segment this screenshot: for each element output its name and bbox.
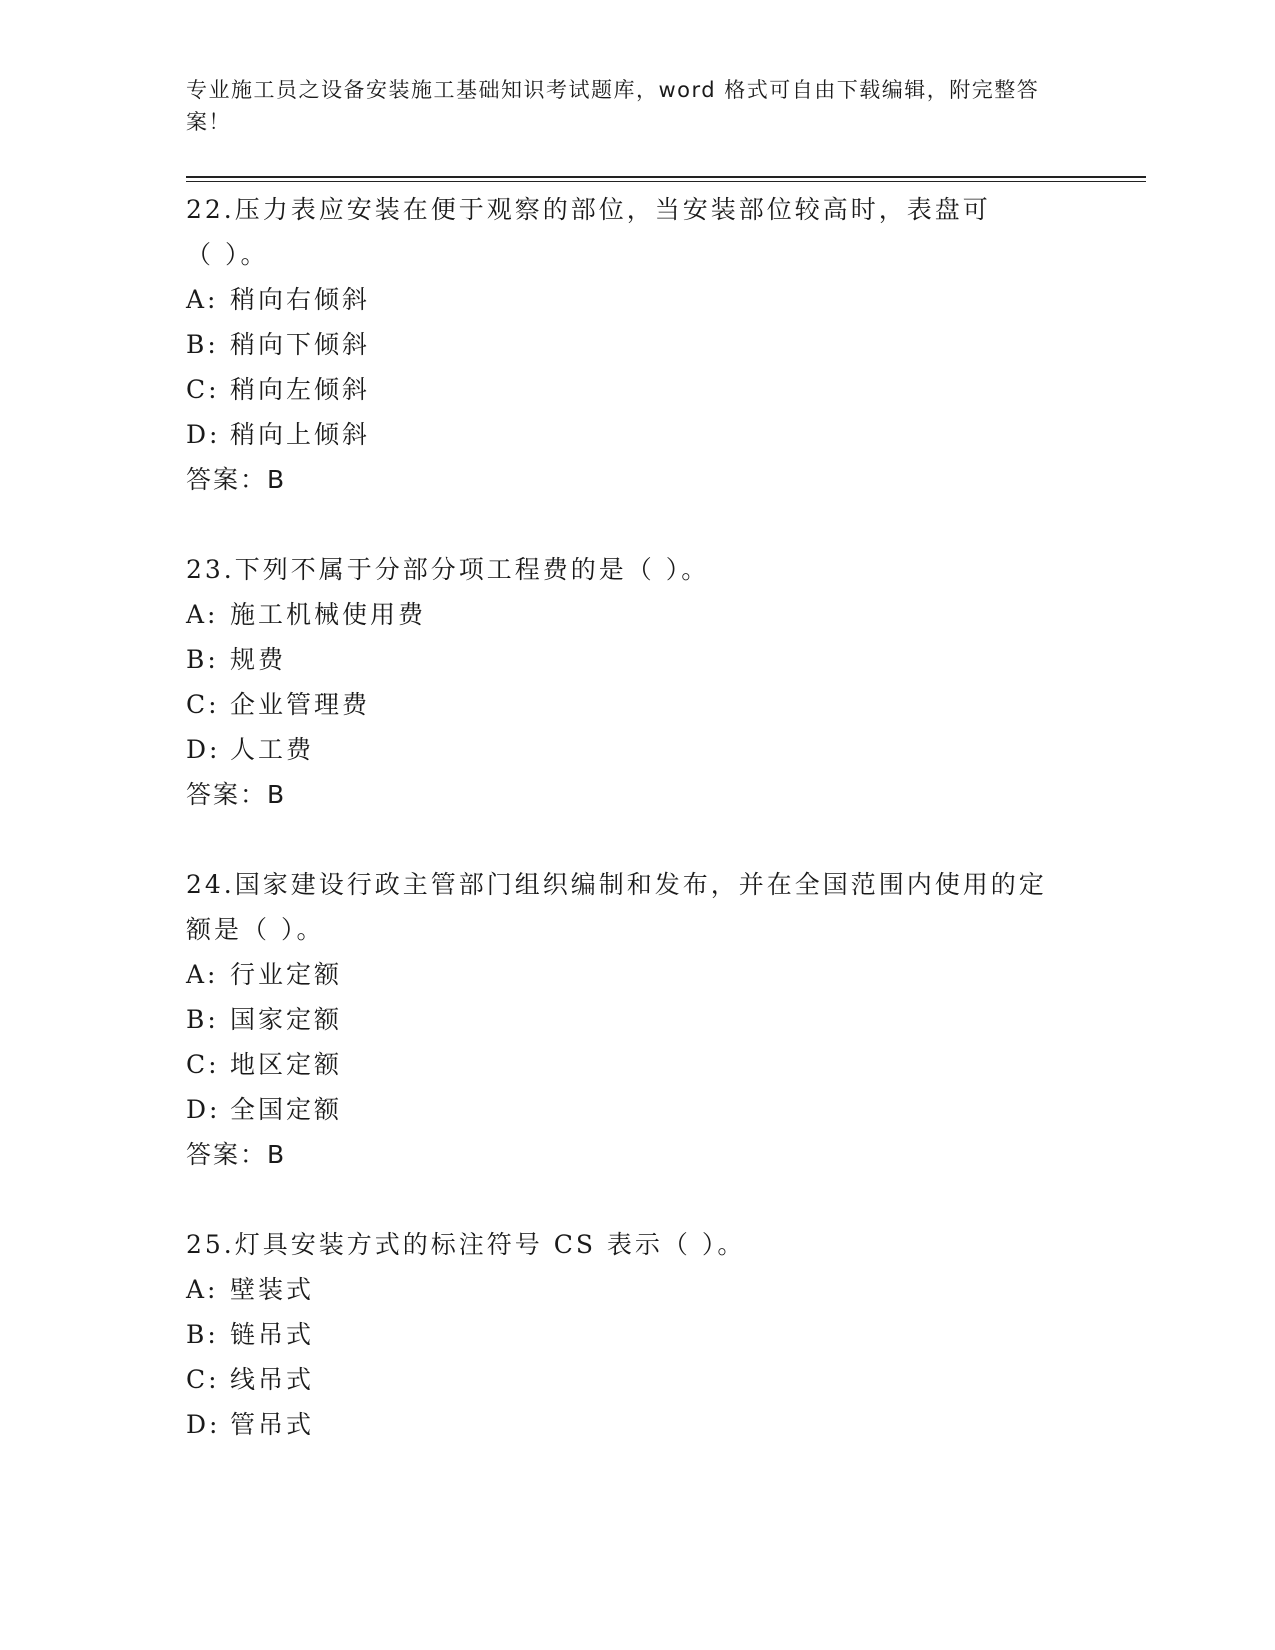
option-label: D:	[186, 735, 221, 764]
option-label: C:	[186, 690, 220, 719]
option-text: 稍向下倾斜	[230, 330, 371, 359]
option-label: B:	[186, 645, 219, 674]
option-text: 线吊式	[230, 1365, 315, 1394]
document-header: 专业施工员之设备安装施工基础知识考试题库，word 格式可自由下载编辑，附完整答案！	[186, 78, 1040, 134]
option-label: C:	[186, 375, 220, 404]
option-label: C:	[186, 1050, 220, 1079]
option-text: 地区定额	[230, 1050, 343, 1079]
option-label: A:	[186, 1275, 219, 1304]
question-24	[186, 862, 1086, 1177]
option-c	[186, 367, 1086, 412]
question-23	[186, 547, 1086, 817]
question-stem: 25.灯具安装方式的标注符号 CS 表示（ ）。	[186, 1230, 746, 1259]
answer-line: 答案：B	[186, 465, 287, 494]
option-text: 行业定额	[230, 960, 343, 989]
option-b	[186, 637, 1086, 682]
option-d	[186, 727, 1086, 772]
question-25	[186, 1222, 1086, 1447]
option-label: B:	[186, 1320, 219, 1349]
option-c	[186, 1357, 1086, 1402]
option-text: 壁装式	[230, 1275, 315, 1304]
option-text: 稍向右倾斜	[230, 285, 371, 314]
option-a	[186, 952, 1086, 997]
answer-line: 答案：B	[186, 1140, 287, 1169]
option-text: 管吊式	[230, 1410, 315, 1439]
option-text: 企业管理费	[230, 690, 371, 719]
option-c	[186, 682, 1086, 727]
option-label: C:	[186, 1365, 220, 1394]
option-d	[186, 412, 1086, 457]
option-label: D:	[186, 420, 221, 449]
option-text: 全国定额	[230, 1095, 343, 1124]
header-divider-thin	[186, 181, 1146, 182]
answer-line: 答案：B	[186, 780, 287, 809]
option-label: A:	[186, 600, 219, 629]
option-text: 施工机械使用费	[230, 600, 427, 629]
option-label: B:	[186, 1005, 219, 1034]
option-a	[186, 592, 1086, 637]
option-label: D:	[186, 1410, 221, 1439]
option-d	[186, 1087, 1086, 1132]
header-divider-thick	[186, 176, 1146, 178]
option-b	[186, 1312, 1086, 1357]
option-b	[186, 322, 1086, 367]
option-text: 稍向上倾斜	[230, 420, 371, 449]
option-text: 稍向左倾斜	[230, 375, 371, 404]
option-text: 人工费	[230, 735, 315, 764]
option-label: B:	[186, 330, 219, 359]
option-label: D:	[186, 1095, 221, 1124]
option-text: 规费	[230, 645, 287, 674]
question-stem: 24.国家建设行政主管部门组织编制和发布，并在全国范围内使用的定额是（ ）。	[186, 870, 1047, 944]
option-text: 链吊式	[230, 1320, 315, 1349]
option-label: A:	[186, 285, 219, 314]
option-a	[186, 277, 1086, 322]
option-text: 国家定额	[230, 1005, 343, 1034]
option-d	[186, 1402, 1086, 1447]
question-stem: 23.下列不属于分部分项工程费的是（ ）。	[186, 555, 710, 584]
question-stem: 22.压力表应安装在便于观察的部位，当安装部位较高时，表盘可（ ）。	[186, 195, 991, 269]
option-label: A:	[186, 960, 219, 989]
option-c	[186, 1042, 1086, 1087]
option-a	[186, 1267, 1086, 1312]
option-b	[186, 997, 1086, 1042]
question-22	[186, 187, 1086, 502]
